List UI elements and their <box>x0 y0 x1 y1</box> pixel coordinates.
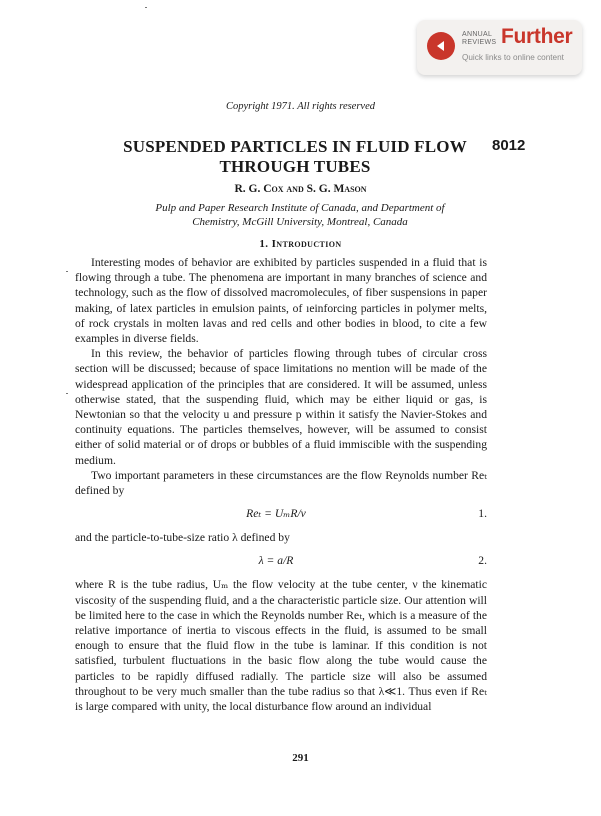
scan-speck <box>145 7 147 8</box>
section-heading: 1. Introduction <box>259 238 342 250</box>
equation-number: 2. <box>478 553 487 567</box>
paragraph: Interesting modes of behavior are exhibited by particles suspended in a fluid that is flowing through a tube. The phenomena are important in many branches of science and technology, such as the flow of dissolved macromolecules, of fiber suspensions in paper making, of latex particles in emulsion paints, of ıeinforcing particles in polymer melts, of rock crystals in molten lavas and red cells and other bodies in blood, to cite a few examples in diverse fields. <box>75 256 487 346</box>
scan-speck <box>66 393 68 394</box>
equation-2 <box>75 547 487 573</box>
body-text <box>75 255 487 714</box>
equation-1 <box>75 500 487 526</box>
affiliation-line: Pulp and Paper Research Institute of Canada, and Department of <box>155 202 445 214</box>
page-number: 291 <box>292 752 309 764</box>
article-number: 8012 <box>492 137 526 154</box>
equation-number: 1. <box>478 506 487 520</box>
further-banner[interactable] <box>417 20 582 75</box>
affiliation <box>90 201 510 229</box>
paragraph: In this review, the behavior of particles flowing through tubes of circular cross section will be discussed; because of space limitations no mention will be made of the widespread application of the principles that are considered. It will be assumed, unless otherwise stated, that the suspending fluid, which may be either liquid or gas, is Newtonian so that the velocity u and pressure p within it satisfy the Navier-Stokes and continuity equations. The particles themselves, however, will be assumed to consist either of solid material or of drops or bubbles of a fluid immiscible with the suspending medium. <box>75 347 487 467</box>
copyright-line: Copyright 1971. All rights reserved <box>225 101 376 112</box>
article-title <box>75 137 515 177</box>
paragraph: and the particle-to-tube-size ratio λ defined by <box>75 531 290 545</box>
banner-further-label: Further <box>501 25 573 48</box>
authors: R. G. Cox and S. G. Mason <box>234 183 367 195</box>
equation-expression: λ = a/R <box>258 553 294 567</box>
scan-speck <box>66 271 68 272</box>
banner-annual-reviews <box>462 31 496 47</box>
banner-annual-line: ANNUAL <box>462 31 493 38</box>
affiliation-line: Chemistry, McGill University, Montreal, Canada <box>192 216 408 228</box>
equation-expression: Reₜ = UₘR/ν <box>246 506 306 520</box>
banner-reviews-line: REVIEWS <box>462 39 497 46</box>
paragraph: where R is the tube radius, Uₘ the flow velocity at the tube center, ν the kinematic viscosity of the suspending fluid, and a the characteristic particle size. Our attention will be limited here to the case in which the Reynolds number Reₜ, which is a measure of the relative importance of inertia to viscous effects in the fluid, is assumed to be small enough to ensure that the fluid flow in the tube is laminar. If this condition is not satisfied, turbulent fluctuations in the basic flow along the tube would cause the particles to be rapidly diffused radially. The particle size will also be assumed throughout to be very much smaller than the tube radius so that λ≪1. Thus even if Reₜ is large compared with unity, the local disturbance flow around an individual <box>75 578 487 714</box>
title-line: THROUGH TUBES <box>219 157 371 176</box>
arrow-play-icon <box>427 32 455 60</box>
paragraph: Two important parameters in these circumstances are the flow Reynolds number Reₜ defined by <box>75 468 487 498</box>
banner-subtitle: Quick links to online content <box>462 53 564 62</box>
title-line: SUSPENDED PARTICLES IN FLUID FLOW <box>123 137 467 156</box>
